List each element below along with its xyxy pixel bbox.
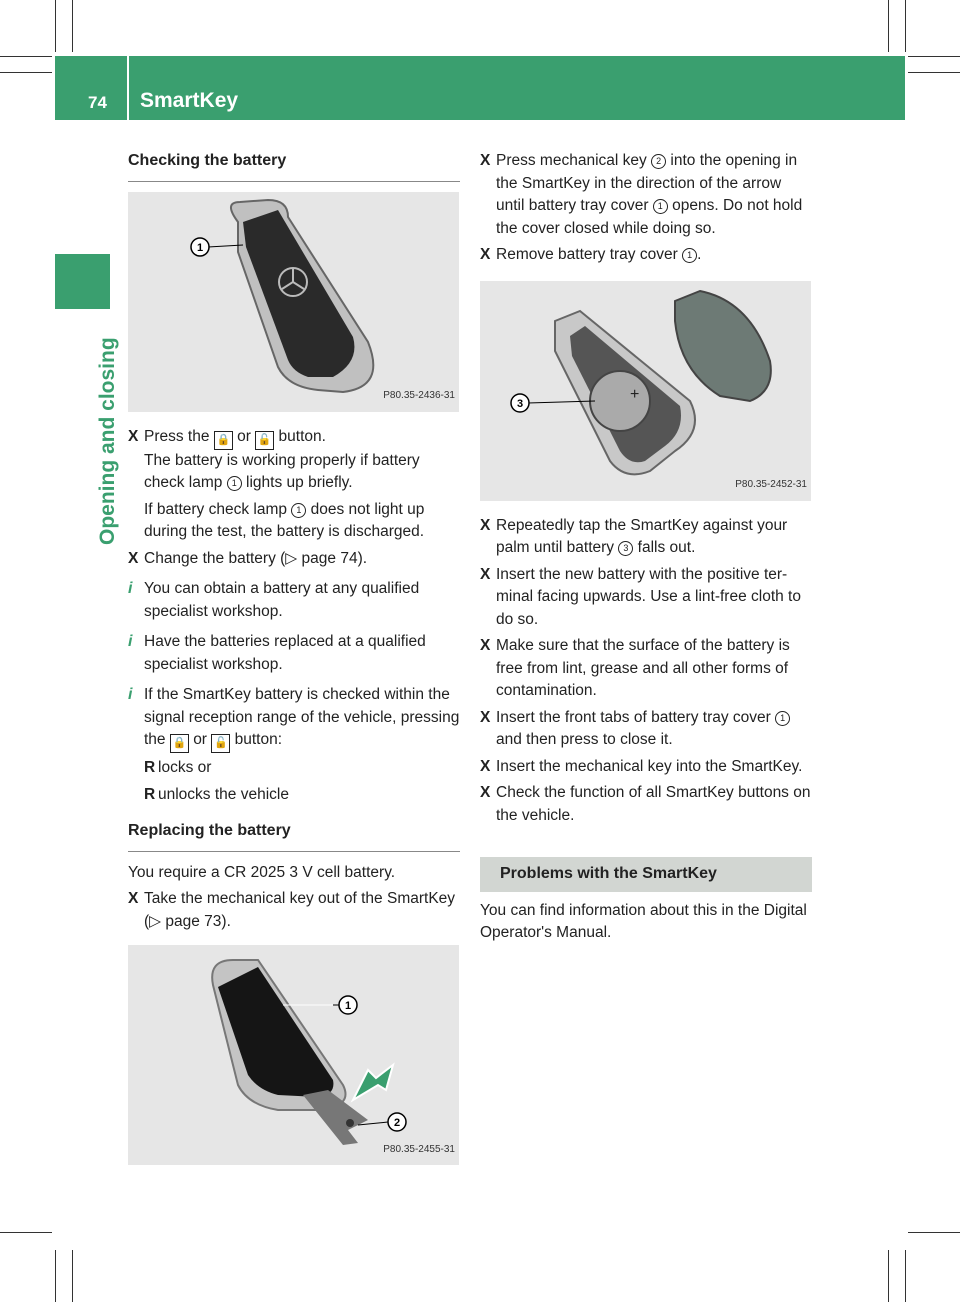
crop-mark: [0, 1232, 52, 1233]
page-title: SmartKey: [140, 89, 239, 112]
crop-mark: [908, 72, 960, 73]
left-column: [128, 150, 460, 1179]
step-marker: X: [128, 549, 139, 567]
step-text: The battery is working properly if battery check lamp: [144, 451, 420, 491]
unlock-icon: 🔓: [211, 734, 230, 753]
crop-mark: [905, 1250, 906, 1302]
step-marker: X: [480, 757, 491, 775]
step-text: does not light up during the test, the battery is discharged.: [144, 500, 425, 540]
crop-mark: [72, 0, 73, 52]
list-item: [128, 784, 460, 807]
list-text: locks or: [158, 759, 212, 776]
paragraph: You require a CR 2025 3 V cell battery.: [128, 863, 396, 881]
info-icon: i: [128, 580, 133, 597]
step-text: and then press to close it.: [496, 731, 673, 748]
section-title-checking-battery: Checking the battery: [128, 150, 460, 182]
unlock-icon: 🔓: [255, 431, 274, 450]
step-insert-cover: [480, 707, 812, 752]
info-text: Have the batteries replaced at a qualified specialist workshop.: [144, 633, 426, 673]
callout-3-inline: 3: [618, 541, 633, 556]
key-removal-illustration: [128, 945, 459, 1165]
callout-1-inline: 1: [682, 248, 697, 263]
step-take-out-key: [128, 888, 460, 933]
step-text: If battery check lamp: [144, 500, 288, 518]
info-text: button:: [234, 731, 283, 748]
step-text: Check the function of all SmartKey buttons on the vehicle.: [496, 784, 811, 824]
crop-mark: [908, 56, 960, 57]
info-note: [128, 631, 460, 676]
step-marker: X: [480, 152, 491, 169]
step-text: Press the: [144, 427, 210, 445]
callout-1-inline: 1: [775, 711, 790, 726]
step-text: or: [237, 427, 251, 445]
step-text[interactable]: Change the battery (▷ page 74).: [144, 549, 368, 567]
step-text: opens. Do not hold the cover closed while doing so.: [496, 197, 803, 237]
page-number: 74: [88, 93, 107, 112]
crop-mark: [0, 72, 52, 73]
step-text: .: [697, 246, 702, 263]
step-marker: X: [128, 427, 139, 445]
crop-mark: [55, 1250, 56, 1302]
figure-ref: P80.35-2436-31: [383, 390, 455, 401]
bullet-marker: R: [144, 759, 156, 776]
callout-1-inline: 1: [291, 503, 306, 518]
step-text: lights up briefly.: [246, 474, 353, 491]
list-text: unlocks the vehicle: [158, 785, 289, 803]
step-text: Make sure that the surface of the battery is free from lint, grease and all other forms of contamination.: [496, 637, 790, 699]
key-fob-illustration: [128, 192, 459, 412]
step-text: Insert the front tabs of battery tray cover: [496, 708, 771, 726]
step-text: button.: [278, 427, 326, 445]
list-item: [128, 757, 460, 780]
step-insert-battery: [480, 564, 812, 632]
right-column: [480, 150, 812, 945]
crop-mark: [888, 1250, 889, 1302]
step-insert-key: [480, 756, 812, 779]
figure-mechanical-key: [128, 945, 459, 1165]
chapter-tab: [55, 254, 110, 309]
figure-ref: P80.35-2452-31: [735, 479, 807, 490]
info-note: [128, 684, 460, 753]
step-marker: X: [480, 784, 491, 801]
step-text: Press mechanical key: [496, 152, 647, 169]
step-marker: X: [480, 637, 491, 654]
step-text[interactable]: Take the mechanical key out of the SmartKey (▷ page 73).: [144, 890, 456, 930]
crop-mark: [908, 1232, 960, 1233]
step-text: Repeatedly tap the SmartKey against your palm until battery: [496, 516, 788, 556]
info-text: If the SmartKey battery is checked within the signal reception range of the vehicle, pressing the: [144, 686, 460, 748]
callout-1-inline: 1: [227, 476, 242, 491]
figure-ref: P80.35-2455-31: [383, 1143, 455, 1155]
info-text: You can obtain a battery at any qualified specialist workshop.: [144, 580, 420, 620]
step-text: Insert the mechanical key into the SmartKey.: [496, 757, 803, 775]
callout-1: 1: [344, 1000, 352, 1012]
paragraph: You can find information about this in the Digital Operator's Manual.: [480, 901, 807, 941]
info-icon: i: [128, 686, 133, 703]
section-title-replacing-battery: Replacing the battery: [128, 820, 460, 852]
callout-2: 2: [393, 1117, 401, 1129]
callout-2-inline: 2: [651, 154, 666, 169]
figure-key-fob-lamp: [128, 192, 459, 412]
section-title-problems: Problems with the SmartKey: [480, 857, 812, 892]
callout-1-inline: 1: [653, 199, 668, 214]
step-press-button: [128, 426, 460, 495]
chapter-label: Opening and closing: [96, 337, 119, 545]
step-remove-cover: [480, 244, 812, 267]
step-marker: X: [480, 246, 491, 263]
lock-icon: 🔒: [170, 734, 189, 753]
step-marker: X: [480, 565, 491, 583]
callout-3: 3: [516, 397, 524, 410]
step-continuation: [128, 499, 460, 544]
crop-mark: [888, 0, 889, 52]
step-check-function: [480, 782, 812, 827]
crop-mark: [55, 0, 56, 52]
step-press-mechanical-key: [480, 150, 812, 240]
battery-plus-sign: +: [630, 385, 640, 403]
crop-mark: [0, 56, 52, 57]
header-divider: [127, 56, 129, 120]
step-check-surface: [480, 635, 812, 703]
figure-battery-tray: [480, 281, 811, 501]
battery-tray-illustration: [480, 281, 811, 501]
crop-mark: [905, 0, 906, 52]
step-text: into the opening in the SmartKey in the direction of the arrow until battery tray cover: [496, 152, 798, 214]
step-marker: X: [480, 516, 491, 534]
step-text: falls out.: [637, 539, 696, 556]
step-marker: X: [480, 708, 491, 726]
callout-1: 1: [196, 241, 204, 254]
page-header: [55, 56, 905, 120]
info-note: [128, 578, 460, 623]
step-text: Remove battery tray cover: [496, 246, 678, 263]
step-change-battery: [128, 548, 460, 571]
lock-icon: 🔒: [214, 431, 233, 450]
bullet-marker: R: [144, 785, 156, 803]
info-icon: i: [128, 633, 133, 650]
step-tap-key: [480, 515, 812, 560]
crop-mark: [72, 1250, 73, 1302]
step-text: Insert the new battery with the positive terminal facing upwards. Use a lint-free cloth to do so.: [496, 565, 801, 628]
step-marker: X: [128, 890, 139, 907]
info-text: or: [193, 731, 207, 748]
